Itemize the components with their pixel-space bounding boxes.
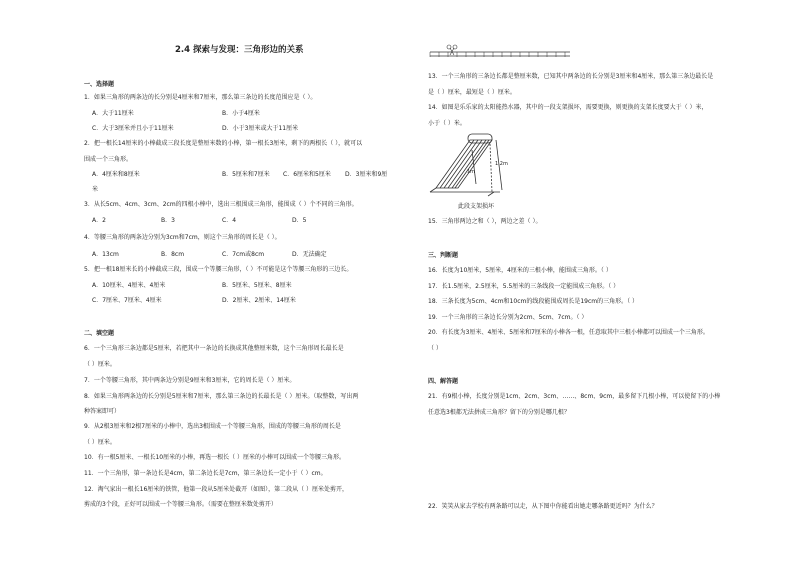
q4-option-a: A．13cm (92, 251, 119, 258)
question-6-cont: （ ）厘米。 (84, 361, 116, 368)
section-choice: 一、选择题 (84, 81, 115, 88)
q1-option-d: D．小于3厘米或大于11厘米 (222, 125, 299, 132)
q4-option-b: B．8cm (161, 251, 185, 258)
q5-option-b: B．5厘米、5厘米、8厘米 (222, 282, 292, 289)
question-21-cont: 任意选3根都无法拼成三角形？留下的分别是哪几根？ (428, 409, 570, 416)
question-15: 15．三角形两边之和（ ），两边之差（ ）。 (428, 218, 542, 225)
figure-caption: 此段支架损坏 (458, 203, 495, 210)
q2-option-b: B．5厘米和7厘米 (222, 171, 270, 178)
figure-length-1-2m: 1.2m (495, 161, 508, 167)
question-1: 1．如果三角形的两条边的长分别是4厘米和7厘米，那么第三条边的长度范围应是（ ）。 (84, 94, 317, 101)
question-20: 20．有长度为3厘米、4厘米、5厘米和7厘米的小棒各一根，任意取其中三根小棒都可以围成一个三角形。 (428, 329, 709, 336)
question-20-cont: （ ） (428, 345, 442, 352)
page-title: 2.4 探索与发现：三角形边的关系 (175, 45, 304, 55)
question-9: 9．从2根3厘米和2根7厘米的小棒中，选出3根围成一个等腰三角形，围成的等腰三角形的周长是 (84, 423, 341, 430)
question-14: 14．如图是乐乐家的太阳能热水器，其中的一段支架损坏，需要更换，则更换的支架长度要大于（ ）米， (428, 104, 708, 111)
section-solve: 四、解答题 (428, 378, 459, 385)
question-2-cont: 围成一个三角形。 (84, 156, 133, 163)
q2-option-a: A．4厘米和8厘米 (92, 171, 140, 178)
question-12-cont: 剪成的3个段，正好可以围成一个等腰三角形。（需要在整厘米数处剪开） (84, 501, 277, 508)
section-judge: 三、判断题 (428, 252, 459, 259)
question-9-cont: （ ）厘米。 (84, 439, 116, 446)
question-12: 12．淘气家出一根长16厘米的铁管，他第一段从5厘米处截开（如图），第二段从（ ）厘米处剪开， (84, 486, 348, 493)
question-14-cont: 小于（ ）米。 (428, 120, 466, 127)
question-17: 17．长1.5厘米，2.5厘米，5.5厘米的三条线段一定能围成三角形。（ ） (428, 283, 620, 290)
question-16: 16．长度为10厘米，5厘米，4厘米的三根小棒，能围成三角形。（ ） (428, 267, 612, 274)
q3-option-d: D．5 (292, 217, 307, 224)
solar-heater-figure (428, 126, 523, 214)
q1-option-c: C．大于3厘米并且小于11厘米 (92, 125, 174, 132)
question-8: 8．如果三角形两条边的长分别是5厘米和7厘米，那么第三条边的长最长是（ ）厘米。（取整数，写出两 (84, 393, 359, 400)
question-7: 7．一个等腰三角形，其中两条边分别是9厘米和3厘米，它的周长是（ ）厘米。 (84, 377, 296, 384)
question-5: 5．把一根18厘米长的小棒截成三段，围成一个等腰三角形，（ ）不可能是这个等腰三角形的三边长。 (84, 266, 353, 273)
q1-option-b: B．小于4厘米 (222, 110, 260, 117)
question-21: 21．有9根小棒，长度分别是1cm、2cm、3cm、……、8cm、9cm，最多留下几根小棒，可以使留下的小棒 (428, 393, 721, 400)
question-11: 11．一个三角形，第一条边长是4cm，第二条边长是7cm，第三条边长一定小于（ ）cm。 (84, 470, 327, 477)
q5-option-c: C．7厘米、7厘米、4厘米 (92, 297, 162, 304)
question-6: 6．一个三角形三条边都是5厘米，若把其中一条边的长换成其他整厘米数，这个三角形周长最长是 (84, 345, 344, 352)
question-18: 18．三条长度为5cm、4cm和10cm的线段能围成周长是19cm的三角形。（ ） (428, 298, 639, 305)
question-3: 3．从长5cm、4cm、3cm、2cm的四根小棒中，选出三根围成三角形，能围成（ ）个不同的三角形。 (84, 201, 358, 208)
q3-option-a: A．2 (92, 217, 106, 224)
question-8-cont: 种答案即可） (84, 408, 121, 415)
question-13: 13．一个三角形的三条边长都是整厘米数，已知其中两条边的长分别是3厘米和4厘米，那么第三条边最长是 (428, 73, 714, 80)
q2-option-d: D．3厘米和9厘 (345, 171, 388, 178)
q4-option-c: C．7cm或8cm (222, 251, 265, 258)
question-22: 22．笑笑从家去学校有两条路可以走，从下图中你能看出她走哪条路更近吗？为什么？ (428, 503, 658, 510)
q3-option-b: B．3 (161, 217, 175, 224)
question-19: 19．一个三角形的三条边长分别为2cm、5cm、7cm。（ ） (428, 314, 588, 321)
q4-option-d: D．无法确定 (292, 251, 327, 258)
q3-option-c: C．4 (222, 217, 237, 224)
pipe-ruler-figure (428, 40, 574, 60)
question-10: 10．有一根5厘米、一根长10厘米的小棒，再选一根长（ ）厘米的小棒可以围成一个等腰三角形。 (84, 454, 345, 461)
question-2: 2．把一根长14厘米的小棒截成三段长度是整厘米数的小棒，第一根长3厘米，剩下的两根长（ ），就可以 (84, 140, 363, 147)
q2-option-c: C．6厘米和5厘米 (283, 171, 331, 178)
section-fill: 二、填空题 (84, 330, 115, 337)
q2-option-d-tail: 米 (92, 186, 99, 193)
question-13-cont: 是（ ）厘米，最短是（ ）厘米。 (428, 89, 516, 96)
question-4: 4．等腰三角形的两条边分别为3cm和7cm，则这个三角形的周长是（ ）。 (84, 234, 281, 241)
q1-option-a: A．大于11厘米 (92, 110, 134, 117)
q5-option-d: D．2厘米、2厘米、14厘米 (222, 297, 296, 304)
figure-length-1m: 1m (467, 169, 476, 175)
q5-option-a: A．10厘米、4厘米、4厘米 (92, 282, 166, 289)
